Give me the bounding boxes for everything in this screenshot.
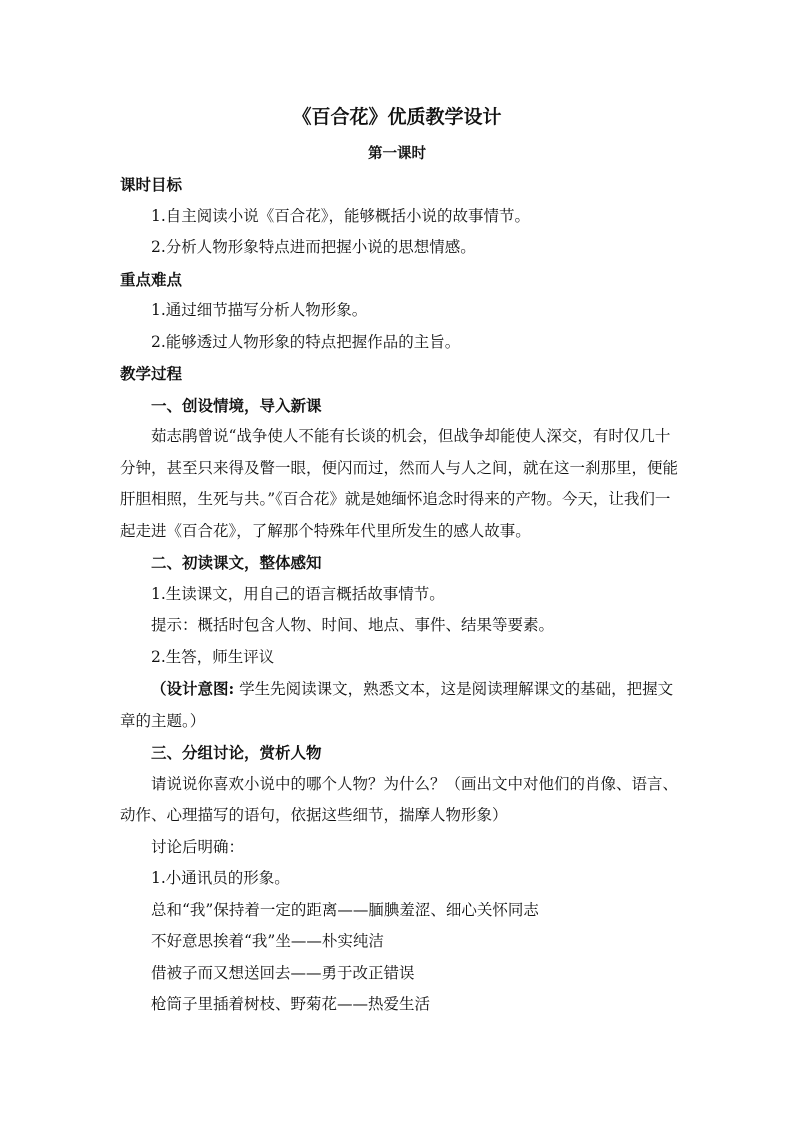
detail-line-2: 不好意思挨着“我”坐——朴实纯洁 [151, 932, 384, 950]
section-3-after: 讨论后明确： [151, 837, 245, 856]
goals-heading: 课时目标 [120, 175, 183, 194]
keypoints-heading: 重点难点 [120, 269, 183, 289]
design-intent-label: （设计意图: [151, 679, 235, 698]
detail-line-4: 枪筒子里插着树枝、野菊花——热爱生活 [151, 995, 431, 1013]
section-3-item-1: 1.小通讯员的形象。 [151, 869, 290, 887]
process-heading: 教学过程 [120, 364, 183, 383]
detail-line-3: 借被子而又想送回去——勇于改正错误 [151, 963, 415, 982]
section-3-heading: 三、分组讨论，赏析人物 [151, 743, 322, 762]
section-1-paragraph: 茹志鹃曾说“战争使人不能有长谈的机会，但战争却能使人深交，有时仅几十分钟，甚至只来得及瞥一眼，便闪而过，然而人与人之间，就在这一刹那里，便能肝胆相照，生死与共。”《百合花》就是她缅怀追念时得来的产物。今天，让我们一起走进《百合花》，了解那个特殊年代里所发生的感人故事。 [120, 427, 679, 540]
design-intent-paragraph [120, 673, 680, 737]
section-2-heading: 二、初读课文，整体感知 [151, 553, 322, 572]
goal-item-1: 1.自主阅读小说《百合花》，能够概括小说的故事情节。 [151, 206, 531, 225]
section-2-hint: 提示：概括时包含人物、时间、地点、事件、结果等要素。 [151, 616, 555, 634]
design-intent-text: 学生先阅读课文，熟悉文本，这是阅读理解课文的基础，把握文章的主题。） [120, 680, 674, 730]
lesson-subtitle: 第一课时 [368, 145, 426, 162]
keypoint-item-1: 1.通过细节描写分析人物形象。 [151, 301, 368, 319]
section-2-item-2: 2.生答，师生评议 [151, 647, 275, 666]
section-3-question: 请说说你喜欢小说中的哪个人物？为什么？（画出文中对他们的肖像、语言、动作、心理描写的语句，依据这些细节，揣摩人物形象） [120, 774, 679, 824]
keypoint-item-2: 2.能够透过人物形象的特点把握作品的主旨。 [151, 332, 461, 351]
section-2-item-1: 1.生读课文，用自己的语言概括故事情节。 [151, 584, 445, 603]
document-body [120, 169, 680, 1021]
goal-item-2: 2.分析人物形象特点进而把握小说的思想情感。 [151, 238, 476, 256]
section-1-heading: 一、创设情境，导入新课 [151, 395, 322, 415]
detail-line-1: 总和“我”保持着一定的距离——腼腆羞涩、细心关怀同志 [151, 900, 539, 919]
document-title: 《百合花》优质教学设计 [292, 106, 502, 128]
